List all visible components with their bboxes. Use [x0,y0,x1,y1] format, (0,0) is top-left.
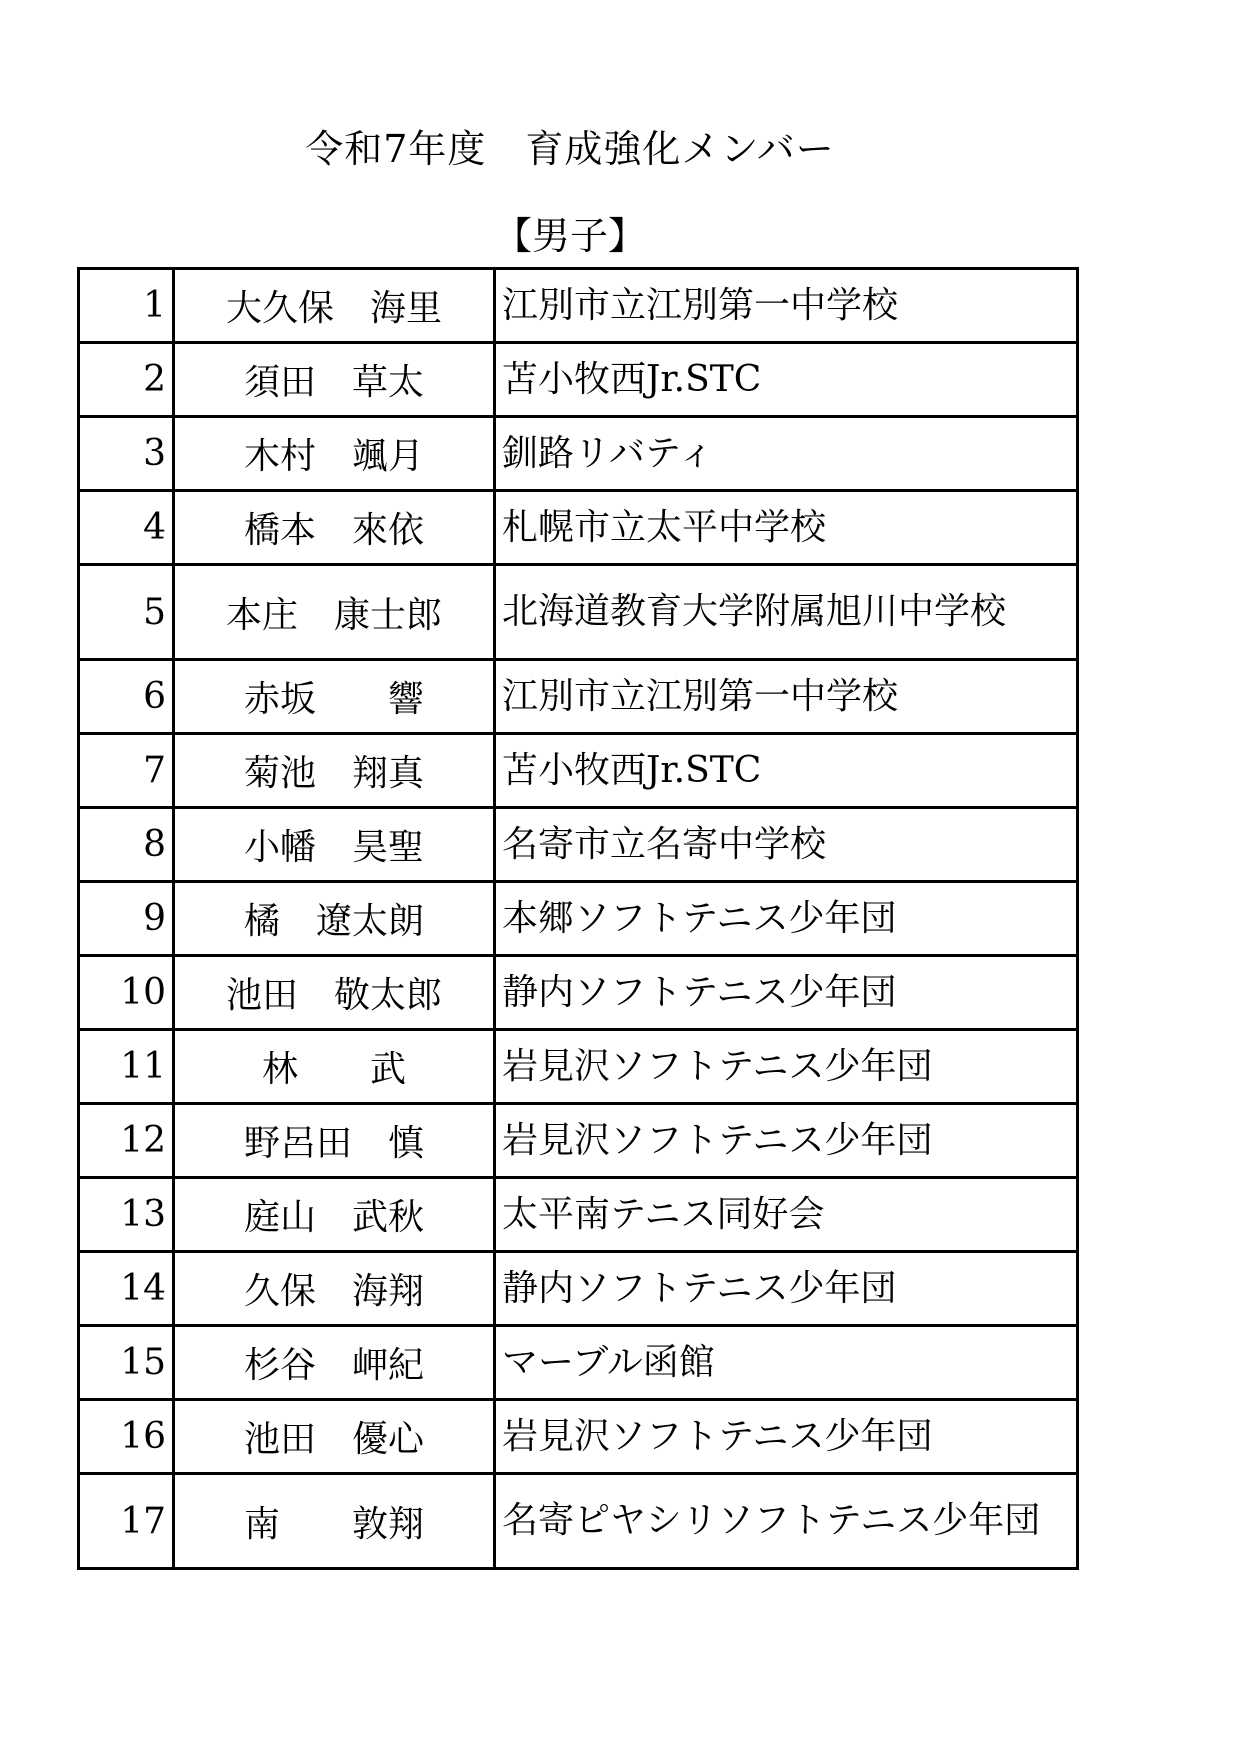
member-school: 名寄市立名寄中学校 [495,808,1078,882]
member-name: 本庄 康士郎 [174,565,495,660]
member-name: 橘 遼太朗 [174,882,495,956]
member-number: 15 [79,1326,174,1400]
member-name: 木村 颯月 [174,417,495,491]
table-row [79,956,1078,1030]
member-school: 苫小牧西Jr.STC [495,343,1078,417]
member-number: 17 [79,1474,174,1569]
table-row [79,417,1078,491]
member-school: 釧路リバティ [495,417,1078,491]
member-name: 赤坂 響 [174,660,495,734]
table-row [79,660,1078,734]
table-row [79,1104,1078,1178]
member-school: 札幌市立太平中学校 [495,491,1078,565]
table-row [79,1326,1078,1400]
member-name: 池田 優心 [174,1400,495,1474]
member-number: 2 [79,343,174,417]
member-school: 江別市立江別第一中学校 [495,660,1078,734]
member-number: 13 [79,1178,174,1252]
table-row [79,565,1078,660]
document-title: 令和7年度 育成強化メンバー [305,127,835,171]
table-row [79,808,1078,882]
member-number: 6 [79,660,174,734]
member-name: 林 武 [174,1030,495,1104]
table-row [79,1030,1078,1104]
member-school: 北海道教育大学附属旭川中学校 [495,565,1078,660]
table-row [79,734,1078,808]
member-number: 10 [79,956,174,1030]
member-number: 12 [79,1104,174,1178]
member-name: 池田 敬太郎 [174,956,495,1030]
member-school: 静内ソフトテニス少年団 [495,956,1078,1030]
member-name: 庭山 武秋 [174,1178,495,1252]
table-row [79,1178,1078,1252]
member-school: 岩見沢ソフトテニス少年団 [495,1400,1078,1474]
member-school: 岩見沢ソフトテニス少年団 [495,1030,1078,1104]
member-number: 14 [79,1252,174,1326]
member-number: 16 [79,1400,174,1474]
table-row [79,343,1078,417]
member-name: 野呂田 慎 [174,1104,495,1178]
member-name: 橋本 來依 [174,491,495,565]
member-school: 苫小牧西Jr.STC [495,734,1078,808]
member-school: 本郷ソフトテニス少年団 [495,882,1078,956]
member-name: 菊池 翔真 [174,734,495,808]
member-table [77,267,1079,1570]
member-number: 5 [79,565,174,660]
member-name: 須田 草太 [174,343,495,417]
member-name: 久保 海翔 [174,1252,495,1326]
member-name: 南 敦翔 [174,1474,495,1569]
member-number: 8 [79,808,174,882]
member-name: 大久保 海里 [174,269,495,343]
member-number: 11 [79,1030,174,1104]
member-school: 岩見沢ソフトテニス少年団 [495,1104,1078,1178]
member-school: 江別市立江別第一中学校 [495,269,1078,343]
table-row [79,1252,1078,1326]
table-row [79,882,1078,956]
member-number: 7 [79,734,174,808]
table-row [79,269,1078,343]
member-school: マーブル函館 [495,1326,1078,1400]
member-school: 太平南テニス同好会 [495,1178,1078,1252]
member-number: 1 [79,269,174,343]
member-number: 4 [79,491,174,565]
table-row [79,491,1078,565]
table-row [79,1400,1078,1474]
table-row [79,1474,1078,1569]
member-name: 杉谷 岬紀 [174,1326,495,1400]
member-number: 9 [79,882,174,956]
section-heading: 【男子】 [493,214,646,258]
member-school: 名寄ピヤシリソフトテニス少年団 [495,1474,1078,1569]
member-name: 小幡 昊聖 [174,808,495,882]
member-school: 静内ソフトテニス少年団 [495,1252,1078,1326]
member-number: 3 [79,417,174,491]
